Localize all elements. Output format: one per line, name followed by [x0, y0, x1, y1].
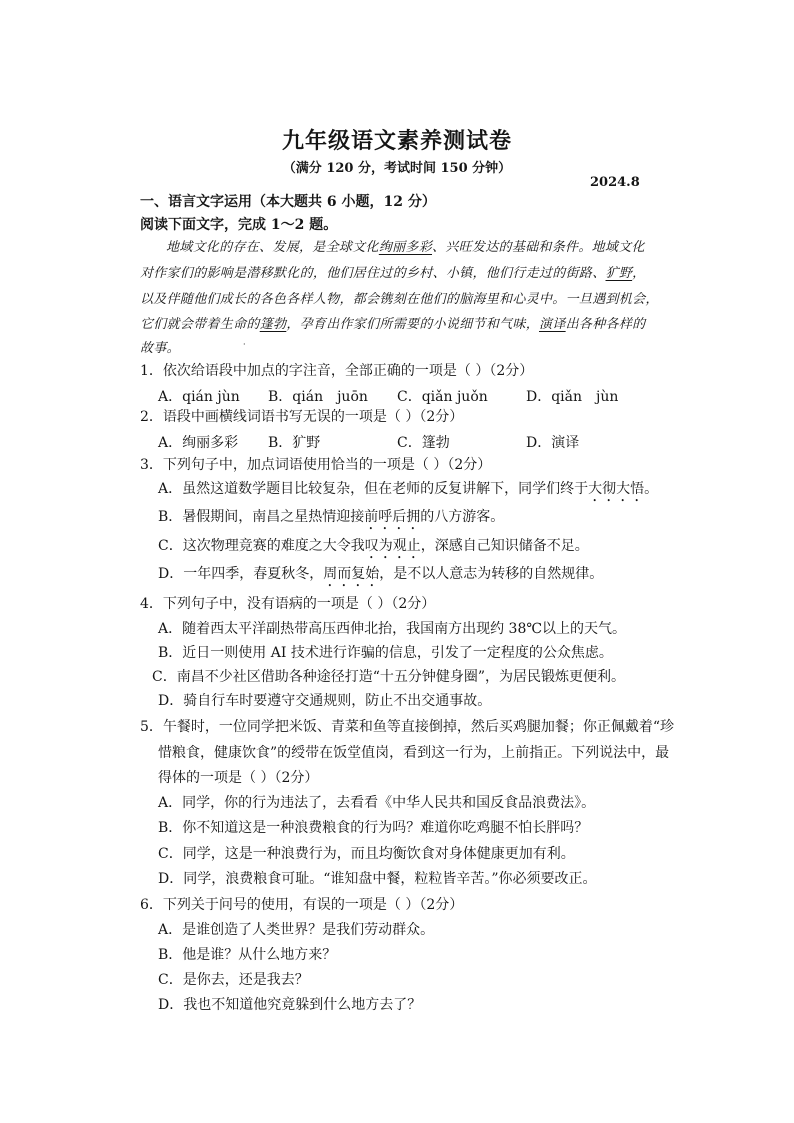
question-5-option-a: A．同学，你的行为违法了，去看看《中华人民共和国反食品浪费法》。: [158, 795, 596, 811]
question-1-option-d: D．qiǎn jùn: [526, 389, 619, 405]
question-3-stem: 3．下列句子中，加点词语使用恰当的一项是（ ）（2分）: [140, 457, 492, 473]
dotted-phrase: 大彻大悟: [588, 481, 645, 497]
question-1-option-b: B．qián juōn: [268, 389, 368, 405]
passage-text: 地域文化的存在、发展，是全球文化: [166, 240, 379, 255]
exam-title: 九年级语文素养测试卷: [281, 128, 512, 154]
option-text: C．这次物理竞赛的难度之大令我: [158, 538, 365, 554]
question-2-option-a: A．绚丽多彩: [158, 435, 239, 451]
option-text: 的八方游客。: [420, 509, 505, 525]
passage-line-3: 以及伴随他们成长的各色各样人物，都会镌刻在他们的脑海里和心灵中。一旦遇到机会，: [140, 292, 659, 307]
passage-text: ，: [632, 266, 646, 281]
option-text: A．虽然这道数学题目比较复杂，但在老师的反复讲解下，同学们终于: [158, 481, 589, 497]
question-2-option-b: B．犷野: [268, 435, 321, 451]
question-4-option-c: C．南昌不少社区借助各种途径打造“十五分钟健身圈”，为居民锻炼更便利。: [152, 669, 626, 685]
option-text: ，是不以人意志为转移的自然规律。: [379, 566, 604, 582]
dotted-phrase: 叹为观止: [364, 538, 421, 554]
question-6-option-c: C．是你去，还是我去？: [158, 972, 309, 988]
passage-text: 它们就会带着生命的: [140, 317, 260, 332]
underlined-word: 演译: [539, 317, 566, 332]
exam-date: 2024.8: [590, 175, 640, 190]
passage-line-4: [140, 316, 645, 334]
stray-dot: ·: [243, 340, 246, 349]
option-text: B．暑假期间，南昌之星热情迎接: [158, 509, 365, 525]
passage-line-1: [166, 239, 645, 257]
question-3-option-c: [158, 537, 589, 562]
question-3-option-d: [158, 565, 603, 590]
question-1-option-a: A．qián jùn: [158, 389, 240, 405]
dotted-phrase: 前呼后拥: [364, 509, 421, 525]
option-text: 。: [644, 481, 659, 497]
question-5-stem-line-3: 得体的一项是（ ）（2分）: [158, 770, 319, 786]
underlined-word: 篷勃: [259, 317, 287, 332]
question-4-option-b: B．近日一则使用 AI 技术进行诈骗的信息，引发了一定程度的公众焦虑。: [158, 645, 613, 661]
passage-text: 出各种各样的: [565, 317, 646, 332]
reading-instruction: 阅读下面文字，完成 1～2 题。: [140, 217, 338, 233]
passage-text: 对作家们的影响是潜移默化的，他们居住过的乡村、小镇，他们行走过的街路、: [140, 266, 606, 281]
question-6-stem: 6．下列关于问号的使用，有误的一项是（ ）（2分）: [140, 897, 464, 913]
question-2-stem: 2．语段中画横线词语书写无误的一项是（ ）（2分）: [140, 409, 464, 425]
section-heading: 一、语言文字运用（本大题共 6 小题，12 分）: [140, 194, 436, 210]
passage-line-5: 故事。: [140, 341, 180, 356]
option-text: ，深感自己知识储备不足。: [420, 538, 589, 554]
question-5-stem-line-2: 惜粮食，健康饮食”的绶带在饭堂值岗，看到这一行为，上前指正。下列说法中，最: [158, 745, 670, 761]
passage-line-2: [140, 265, 645, 283]
question-6-option-a: A．是谁创造了人类世界？是我们劳动群众。: [158, 922, 435, 938]
question-5-stem-line-1: 5．午餐时，一位同学把米饭、青菜和鱼等直接倒掉，然后买鸡腿加餐；你正佩戴着“珍: [140, 719, 675, 735]
passage-text: ，孕育出作家们所需要的小说细节和气味，: [286, 317, 540, 332]
question-3-option-a: [158, 480, 658, 505]
passage-text: 、兴旺发达的基础和条件。地域文化: [432, 240, 645, 255]
question-5-option-d: D．同学，浪费粮食可耻。“谁知盘中餐，粒粒皆辛苦。”你必须要改正。: [158, 871, 597, 887]
underlined-word: 犷野: [605, 266, 633, 281]
question-2-option-d: D．演译: [526, 435, 580, 451]
question-6-option-b: B．他是谁？从什么地方来？: [158, 947, 337, 963]
question-2-option-c: C．篷勃: [397, 435, 450, 451]
underlined-word: 绚丽多彩: [378, 240, 433, 255]
question-4-option-d: D．骑自行车时要遵守交通规则，防止不出交通事故。: [158, 693, 492, 709]
question-3-option-b: [158, 508, 504, 533]
question-1-option-c: C．qiǎn juǒn: [397, 389, 488, 405]
dotted-phrase: 周而复始: [323, 566, 380, 582]
question-4-option-a: A．随着西太平洋副热带高压西伸北抬，我国南方出现约 38℃以上的天气。: [158, 621, 627, 637]
question-6-option-d: D．我也不知道他究竟躲到什么地方去了？: [158, 997, 422, 1013]
question-4-stem: 4．下列句子中，没有语病的一项是（ ）（2分）: [140, 596, 436, 612]
question-1-stem: 1．依次给语段中加点的字注音，全部正确的一项是（ ）（2分）: [140, 363, 534, 379]
option-text: D．一年四季，春夏秋冬，: [158, 566, 324, 582]
question-5-option-c: C．同学，这是一种浪费行为，而且均衡饮食对身体健康更加有利。: [158, 846, 575, 862]
question-5-option-b: B．你不知道这是一种浪费粮食的行为吗？难道你吃鸡腿不怕长胖吗？: [158, 820, 589, 836]
exam-subtitle: （满分 120 分，考试时间 150 分钟）: [282, 161, 512, 176]
